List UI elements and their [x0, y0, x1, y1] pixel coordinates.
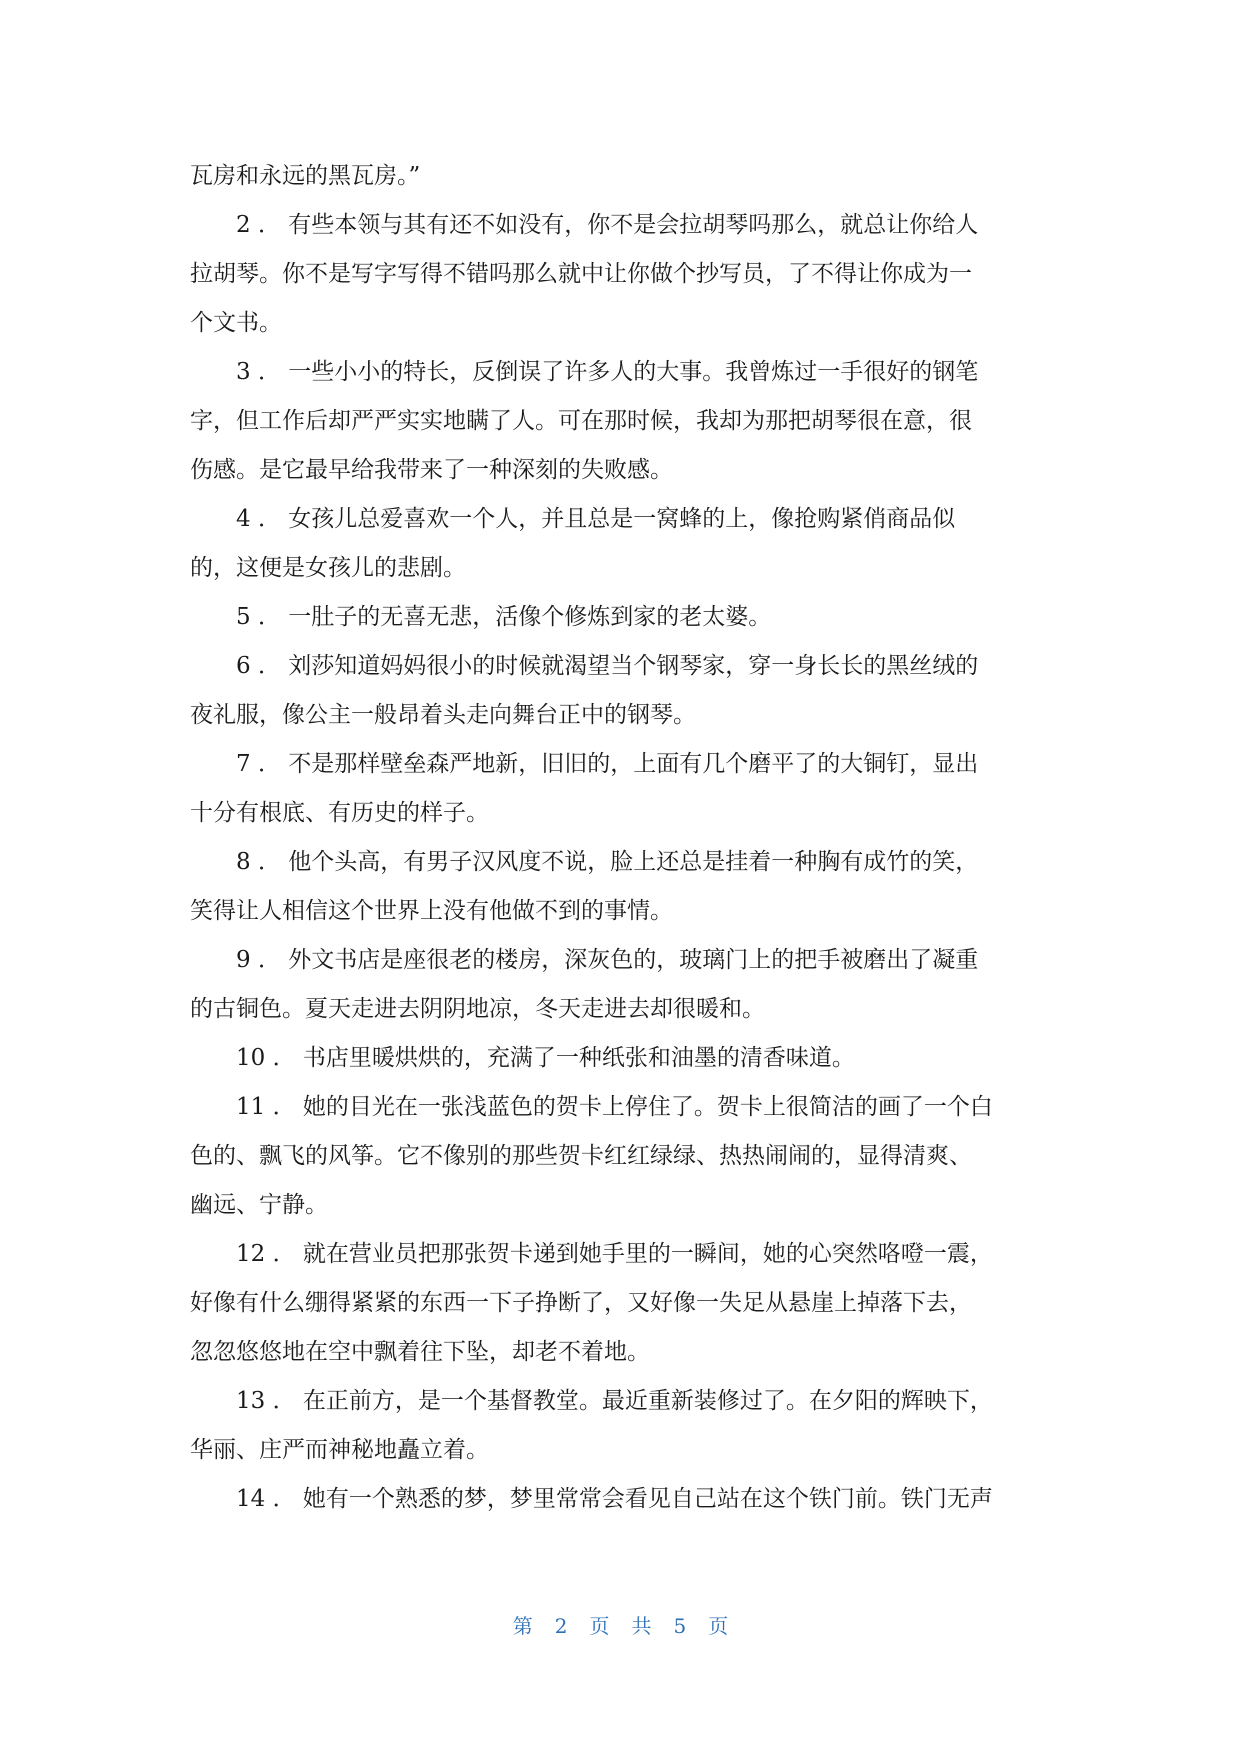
text-line: 瓦房和永远的黑瓦房。”: [190, 163, 421, 189]
text-line: 3 ． 一些小小的特长，反倒误了许多人的大事。我曾炼过一手很好的钢笔: [236, 359, 979, 385]
text-line: 色的、飘飞的风筝。它不像别的那些贺卡红红绿绿、热热闹闹的，显得清爽、: [190, 1143, 972, 1169]
footer-part: 共: [631, 1614, 652, 1638]
text-line: 10 ． 书店里暖烘烘的，充满了一种纸张和油墨的清香味道。: [236, 1045, 855, 1071]
text-line: 2 ． 有些本领与其有还不如没有，你不是会拉胡琴吗那么，就总让你给人: [236, 212, 979, 238]
text-line: 华丽、庄严而神秘地矗立着。: [190, 1437, 489, 1463]
footer-part: 页: [708, 1614, 729, 1638]
text-line: 的古铜色。夏天走进去阴阴地凉，冬天走进去却很暖和。: [190, 996, 765, 1022]
body-text: [190, 152, 1052, 1524]
text-line: 好像有什么绷得紧紧的东西一下子挣断了，又好像一失足从悬崖上掉落下去，: [190, 1290, 972, 1316]
text-line: 4 ． 女孩儿总爱喜欢一个人，并且总是一窝蜂的上，像抢购紧俏商品似: [236, 506, 956, 532]
text-line: 拉胡琴。你不是写字写得不错吗那么就中让你做个抄写员，了不得让你成为一: [190, 261, 972, 287]
text-line: 11 ． 她的目光在一张浅蓝色的贺卡上停住了。贺卡上很简洁的画了一个白: [236, 1094, 993, 1120]
text-line: 个文书。: [190, 310, 282, 336]
text-line: 笑得让人相信这个世界上没有他做不到的事情。: [190, 898, 673, 924]
text-line: 6 ． 刘莎知道妈妈很小的时候就渴望当个钢琴家，穿一身长长的黑丝绒的: [236, 653, 979, 679]
text-line: 字，但工作后却严严实实地瞒了人。可在那时候，我却为那把胡琴很在意，很: [190, 408, 972, 434]
text-line: 9 ． 外文书店是座很老的楼房，深灰色的，玻璃门上的把手被磨出了凝重: [236, 947, 979, 973]
text-line: 伤感。是它最早给我带来了一种深刻的失败感。: [190, 457, 673, 483]
text-line: 幽远、宁静。: [190, 1192, 328, 1218]
text-line: 忽忽悠悠地在空中飘着往下坠，却老不着地。: [190, 1339, 650, 1365]
text-line: 夜礼服，像公主一般昂着头走向舞台正中的钢琴。: [190, 702, 696, 728]
text-line: 5 ． 一肚子的无喜无悲，活像个修炼到家的老太婆。: [236, 604, 772, 630]
footer-part: 页: [589, 1614, 610, 1638]
text-line: 13 ． 在正前方，是一个基督教堂。最近重新装修过了。在夕阳的辉映下，: [236, 1388, 993, 1414]
text-line: 14 ． 她有一个熟悉的梦，梦里常常会看见自己站在这个铁门前。铁门无声: [236, 1486, 993, 1512]
footer-part: 5: [673, 1614, 687, 1638]
footer-part: 第: [512, 1614, 533, 1638]
text-line: 12 ． 就在营业员把那张贺卡递到她手里的一瞬间，她的心突然咯噔一震，: [236, 1241, 993, 1267]
page-number-footer: [0, 1612, 1241, 1640]
text-line: 8 ． 他个头高，有男子汉风度不说，脸上还总是挂着一种胸有成竹的笑，: [236, 849, 979, 875]
footer-part: 2: [554, 1614, 568, 1638]
text-line: 7 ． 不是那样壁垒森严地新，旧旧的，上面有几个磨平了的大铜钉，显出: [236, 751, 979, 777]
text-line: 的，这便是女孩儿的悲剧。: [190, 555, 466, 581]
text-line: 十分有根底、有历史的样子。: [190, 800, 489, 826]
